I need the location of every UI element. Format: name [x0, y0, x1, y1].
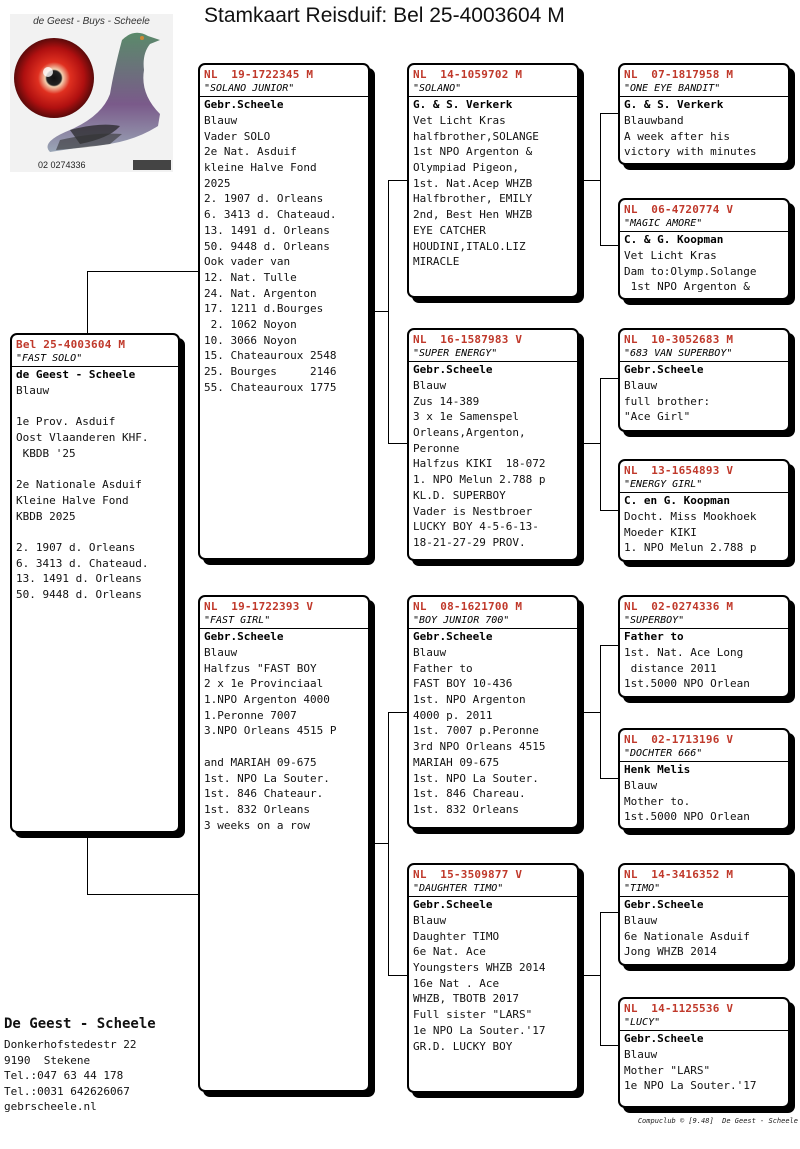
info-line: and MARIAH 09-675 — [204, 755, 317, 769]
pigeon-card-fff — [618, 63, 790, 165]
info-line: 1st. 832 Orleans — [413, 802, 519, 816]
pigeon-name: "SUPERBOY" — [620, 614, 788, 629]
info-line: 50. 9448 d. Orleans — [16, 587, 142, 601]
info-line: Mother "LARS" — [624, 1063, 711, 1077]
info-line: 13. 1491 d. Orleans — [204, 223, 330, 237]
pigeon-name: "SOLANO JUNIOR" — [200, 82, 368, 97]
contact-tel-1: Tel.:047 63 44 178 — [4, 1069, 124, 1083]
info-line: Blauw — [16, 384, 50, 397]
ring-number: NL 19-1722345 M — [204, 68, 314, 81]
info-line: 1e Prov. Asduif — [16, 415, 116, 429]
info-line: 4000 p. 2011 — [413, 708, 493, 722]
pigeon-card-father-dam — [407, 328, 579, 561]
pigeon-card-fmm — [618, 459, 790, 562]
pigeon-card-father-sire — [407, 63, 579, 298]
info-line: 1st. 7007 p.Peronne — [413, 724, 539, 738]
owner-name: de Geest - Scheele — [16, 368, 136, 381]
pigeon-name: "ENERGY GIRL" — [620, 478, 788, 493]
info-line: LUCKY BOY 4-5-6-13- — [413, 520, 539, 534]
info-line: Docht. Miss Mookhoek — [624, 510, 757, 523]
pigeon-card-ffm — [618, 198, 790, 300]
owner-name: G. & S. Verkerk — [413, 98, 513, 111]
info-line: EYE CATCHER — [413, 223, 486, 237]
ring-number: NL 14-3416352 M — [624, 868, 734, 881]
contact-tel-2: Tel.:0031 642626067 — [4, 1084, 130, 1098]
info-line: 17. 1211 d.Bourges — [204, 302, 324, 316]
logo-header-text: de Geest - Buys - Scheele — [33, 16, 150, 27]
info-line: 10. 3066 Noyon — [204, 333, 297, 347]
logo-ring-text: 02 0274336 — [38, 160, 86, 170]
info-line: Blauw — [624, 914, 658, 927]
info-line: 6. 3413 d. Chateaud. — [204, 208, 337, 222]
owner-name: Gebr.Scheele — [413, 363, 493, 376]
contact-address: Donkerhofstedestr 22 — [4, 1038, 137, 1051]
info-line: 25. Bourges 2146 — [204, 365, 337, 378]
connector-line — [578, 975, 601, 976]
connector-line — [578, 180, 601, 181]
info-line: Kleine Halve Fond — [16, 493, 129, 507]
info-line: GR.D. LUCKY BOY — [413, 1039, 513, 1053]
info-line: 1st. 846 Chareau. — [413, 787, 526, 801]
info-line: FAST BOY 10-436 — [413, 677, 513, 691]
contact-website: gebrscheele.nl — [4, 1100, 97, 1114]
info-line: Moeder KIKI — [624, 525, 697, 539]
info-line: 16e Nat . Ace — [413, 976, 500, 990]
connector-line — [87, 894, 202, 895]
info-line: 55. Chateauroux 1775 — [204, 380, 337, 394]
owner-name: G. & S. Verkerk — [624, 98, 724, 111]
info-line: MARIAH 09-675 — [413, 755, 500, 769]
info-line: 50. 9448 d. Orleans — [204, 239, 330, 253]
info-line: Blauw — [624, 1048, 658, 1061]
info-line: Mother to. — [624, 794, 691, 808]
info-line: 2. 1907 d. Orleans — [204, 192, 324, 206]
info-line: 2e Nationale Asduif — [16, 478, 142, 492]
owner-name: Gebr.Scheele — [204, 630, 284, 643]
pigeon-card-mother-sire — [407, 595, 579, 829]
info-line: 13. 1491 d. Orleans — [16, 572, 142, 586]
ring-number: NL 14-1059702 M — [413, 68, 523, 81]
info-line: 1st. Nat. Ace Long — [624, 646, 744, 659]
owner-name: Gebr.Scheele — [413, 630, 493, 643]
ring-number: NL 13-1654893 V — [624, 464, 734, 477]
info-line — [12, 399, 178, 415]
info-line: Blauw — [413, 379, 447, 392]
info-line: 12. Nat. Tulle — [204, 270, 297, 284]
info-line — [12, 461, 178, 477]
pigeon-card-mmf — [618, 863, 790, 966]
info-line: HOUDINI,ITALO.LIZ — [413, 239, 526, 253]
logo-tag — [133, 160, 171, 170]
pigeon-name: "683 VAN SUPERBOY" — [620, 347, 788, 362]
info-line: Dam to:Olymp.Solange — [624, 264, 757, 278]
info-line: KBDB '25 — [16, 446, 76, 460]
footer-credit: Compuclub © [9.48] De Geest - Scheele — [637, 1117, 798, 1125]
info-line: Vet Licht Kras — [413, 114, 506, 127]
ring-number: NL 08-1621700 M — [413, 600, 523, 613]
contact-block — [4, 1014, 156, 1115]
connector-line — [578, 712, 601, 713]
info-line: 3 x 1e Samenspel — [413, 410, 519, 424]
pigeon-name: "ONE EYE BANDIT" — [620, 82, 788, 97]
owner-name: Gebr.Scheele — [204, 98, 284, 111]
pigeon-name: "FAST SOLO" — [12, 352, 178, 367]
ring-number: NL 15-3509877 V — [413, 868, 523, 881]
logo — [10, 14, 173, 172]
info-line: "Ace Girl" — [624, 410, 691, 424]
info-line: Peronne — [413, 441, 460, 455]
connector-line — [370, 843, 389, 844]
info-line: Father to — [413, 661, 473, 675]
pigeon-name: "DAUGHTER TIMO" — [409, 882, 577, 897]
info-line: 1. NPO Melun 2.788 p — [413, 473, 546, 487]
info-line: Halfbrother, EMILY — [413, 192, 533, 206]
connector-line — [578, 443, 601, 444]
info-line: Blauw — [204, 646, 238, 659]
pigeon-card-mmm — [618, 997, 790, 1108]
info-line: KL.D. SUPERBOY — [413, 488, 506, 502]
pigeon-eye-logo-icon — [10, 14, 173, 172]
ring-number: NL 02-1713196 V — [624, 733, 734, 746]
info-line — [200, 739, 368, 755]
connector-line — [600, 113, 601, 245]
owner-name: Father to — [624, 630, 684, 643]
info-line: halfbrother,SOLANGE — [413, 129, 539, 143]
info-line: MIRACLE — [413, 255, 460, 269]
info-line: 2. 1907 d. Orleans — [16, 540, 136, 554]
connector-line — [600, 912, 601, 1045]
pigeon-card-mfm — [618, 728, 790, 830]
info-line: 1st. 832 Orleans — [204, 802, 310, 816]
info-line: 6. 3413 d. Chateaud. — [16, 556, 149, 570]
page-title: Stamkaart Reisduif: Bel 25-4003604 M — [204, 4, 565, 27]
contact-city: 9190 Stekene — [4, 1053, 91, 1067]
info-line: Full sister "LARS" — [413, 1008, 533, 1022]
info-line: 3.NPO Orleans 4515 P — [204, 724, 337, 738]
info-line: Vader SOLO — [204, 129, 271, 143]
info-line: Halfzus KIKI 18-072 — [413, 457, 546, 471]
info-line: kleine Halve Fond — [204, 161, 317, 175]
info-line: 1. NPO Melun 2.788 p — [624, 541, 757, 555]
info-line: Blauwband — [624, 114, 684, 127]
pigeon-name: "DOCHTER 666" — [620, 747, 788, 762]
info-line: distance 2011 — [624, 661, 717, 675]
info-line: 1st.5000 NPO Orlean — [624, 810, 750, 824]
info-line: 1st. NPO La Souter. — [413, 771, 539, 785]
pigeon-name: "BOY JUNIOR 700" — [409, 614, 577, 629]
info-line: 2nd, Best Hen WHZB — [413, 208, 533, 222]
info-line: Ook vader van — [204, 255, 291, 269]
info-line: 18-21-27-29 PROV. — [413, 535, 526, 549]
info-line: 1e NPO La Souter.'17 — [624, 1079, 757, 1093]
info-line: Youngsters WHZB 2014 — [413, 961, 546, 975]
info-line: 1.NPO Argenton 4000 — [204, 693, 330, 707]
info-line: 1st. NPO Argenton — [413, 693, 526, 707]
owner-name: Gebr.Scheele — [624, 1032, 704, 1045]
info-line: 6e Nat. Ace — [413, 945, 486, 959]
info-line: Blauw — [413, 914, 447, 927]
owner-name: Gebr.Scheele — [624, 363, 704, 376]
owner-name: Henk Melis — [624, 763, 691, 776]
connector-line — [600, 378, 601, 510]
pigeon-card-father — [198, 63, 370, 560]
info-line: Blauw — [624, 379, 658, 392]
pigeon-name: "SOLANO" — [409, 82, 577, 97]
pigeon-name: "LUCY" — [620, 1016, 788, 1031]
ring-number: NL 10-3052683 M — [624, 333, 734, 346]
info-line: 1st.5000 NPO Orlean — [624, 677, 750, 691]
pigeon-card-mother — [198, 595, 370, 1092]
info-line: 1st NPO Argenton & — [413, 145, 533, 159]
connector-line — [87, 271, 202, 272]
pigeon-card-mff — [618, 595, 790, 698]
ring-number: NL 19-1722393 V — [204, 600, 314, 613]
info-line: Blauw — [413, 646, 447, 659]
info-line: 1st NPO Argenton & — [624, 280, 750, 294]
info-line: 3 weeks on a row — [204, 818, 310, 832]
connector-line — [370, 311, 389, 312]
ring-number: NL 02-0274336 M — [624, 600, 734, 613]
ring-number: NL 14-1125536 V — [624, 1002, 734, 1015]
contact-name: De Geest - Scheele — [4, 1016, 156, 1032]
pigeon-card-subject — [10, 333, 180, 833]
info-line: Jong WHZB 2014 — [624, 945, 717, 959]
info-line: Halfzus "FAST BOY — [204, 661, 317, 675]
pigeon-card-mother-dam — [407, 863, 579, 1093]
pigeon-name: "MAGIC AMORE" — [620, 217, 788, 232]
info-line: Vet Licht Kras — [624, 249, 717, 262]
info-line: 1st. 846 Chateaur. — [204, 787, 324, 801]
info-line: 6e Nationale Asduif — [624, 929, 750, 943]
info-line: Oost Vlaanderen KHF. — [16, 431, 149, 445]
ring-number: NL 07-1817958 M — [624, 68, 734, 81]
pigeon-name: "TIMO" — [620, 882, 788, 897]
info-line: 1st. Nat.Acep WHZB — [413, 176, 533, 190]
info-line: Zus 14-389 — [413, 394, 480, 408]
owner-name: Gebr.Scheele — [413, 898, 493, 911]
info-line: KBDB 2025 — [16, 509, 76, 523]
pigeon-card-fmf — [618, 328, 790, 432]
info-line: 1.Peronne 7007 — [204, 708, 297, 722]
ring-number: NL 06-4720774 V — [624, 203, 734, 216]
owner-name: Gebr.Scheele — [624, 898, 704, 911]
ring-number: NL 16-1587983 V — [413, 333, 523, 346]
info-line: 24. Nat. Argenton — [204, 286, 317, 300]
info-line: Olympiad Pigeon, — [413, 161, 519, 175]
info-line: Vader is Nestbroer — [413, 504, 533, 518]
info-line: Orleans,Argenton, — [413, 426, 526, 440]
info-line: Blauw — [624, 779, 658, 792]
owner-name: C. & G. Koopman — [624, 233, 724, 246]
info-line: Blauw — [204, 114, 238, 127]
info-line: 2 x 1e Provinciaal — [204, 677, 324, 691]
info-line: 2. 1062 Noyon — [204, 317, 297, 331]
ring-number: Bel 25-4003604 M — [16, 338, 126, 351]
info-line: A week after his — [624, 129, 730, 143]
owner-name: C. en G. Koopman — [624, 494, 730, 507]
info-line: 15. Chateauroux 2548 — [204, 349, 337, 363]
info-line: 1e NPO La Souter.'17 — [413, 1023, 546, 1037]
info-line: 1st. NPO La Souter. — [204, 771, 330, 785]
info-line: 2e Nat. Asduif — [204, 145, 297, 159]
pigeon-name: "SUPER ENERGY" — [409, 347, 577, 362]
info-line: WHZB, TBOTB 2017 — [413, 992, 519, 1006]
pigeon-name: "FAST GIRL" — [200, 614, 368, 629]
connector-line — [87, 271, 88, 334]
info-line: 3rd NPO Orleans 4515 — [413, 740, 546, 754]
info-line: victory with minutes — [624, 145, 757, 159]
info-line — [12, 524, 178, 540]
info-line: Daughter TIMO — [413, 929, 500, 943]
connector-line — [87, 833, 88, 894]
info-line: 2025 — [204, 176, 231, 190]
info-line: full brother: — [624, 394, 711, 408]
